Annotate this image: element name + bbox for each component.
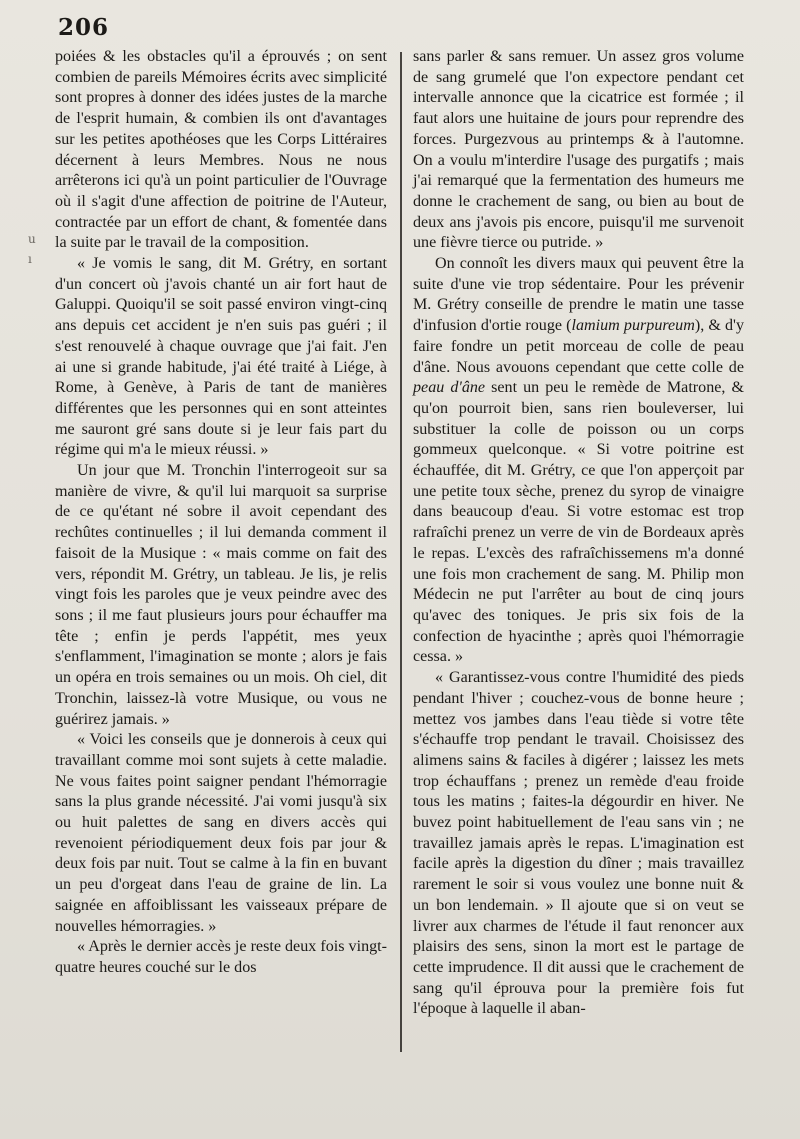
right-column — [413, 47, 744, 1020]
margin-mark: u — [28, 232, 36, 246]
paragraph: sans parler & sans remuer. Un assez gros volume de sang grumelé que l'on expectore pendant cet intervalle annonce que la cicatrice est formée ; il faut alors une huitaine de jours pour reprendre des forces. Purgezvous au printemps & à l'automne. On a voulu m'interdire l'usage des purgatifs ; mais j'ai remarqué que la fermentation des humeurs me donne le crachement de sang, ou bien au bout de deux ans j'avois pis encore, puisqu'il me survenoit une fièvre tierce ou putride. » — [413, 48, 744, 252]
paragraph: « Garantissez-vous contre l'humidité des pieds pendant l'hiver ; couchez-vous de bonne heure ; mettez vos jambes dans l'eau tiède si votre tête s'échauffe trop pendant le travail. Choisissez des alimens sains & faciles à digérer ; laissez les mets trop échauffans ; prenez un remède d'eau froide tous les matins ; faites-la dégourdir en hiver. Ne buvez point habituellement de l'eau sans vin ; ne travaillez jamais après le repas. L'imagination est facile après la digestion du dîner ; mais travaillez rarement le soir si vous voulez une bonne nuit & un bon lendemain. » Il ajoute que si on veut se livrer aux charmes de l'étude il faut renoncer aux plaisirs des sens, sinon la mort est le partage de cette imprudence. Il dit aussi que le crachement de sang qu'il éprouva pour la première fois fut l'époque à laquelle il aban- — [413, 669, 744, 1018]
margin-mark: ı — [28, 252, 32, 266]
paragraph: « Après le dernier accès je reste deux fois vingt-quatre heures couché sur le dos — [55, 938, 387, 976]
page-number: 206 — [58, 14, 110, 41]
left-column — [55, 47, 387, 979]
paragraph: Un jour que M. Tronchin l'interrogeoit sur sa manière de vivre, & qu'il lui marquoit sa surprise de ce qu'étant né sobre il avoit cependant des rechûtes continuelles ; il lui demanda comment il faisoit de la Musique : « mais comme on fait des vers, répondit M. Grétry, un tableau. Je lis, je relis vingt fois les paroles que je veux peindre avec des sons ; il me faut plusieurs jours pour échauffer ma tête ; enfin je perds l'appétit, mes yeux s'enflamment, l'imagination se monte ; alors je fais un opéra en trois semaines ou un mois. Oh ciel, dit Tronchin, laissez-là votre Musique, ou vous ne guérirez jamais. » — [55, 462, 387, 728]
paragraph: On connoît les divers maux qui peuvent être la suite d'une vie trop sédentaire. Pour les prévenir M. Grétry conseille de prendre le matin une tasse d'infusion d'ortie rouge (lamium purpureum), & d'y faire fondre un petit morceau de colle de peau d'âne. Nous avouons cependant que cette colle de peau d'âne sent un peu le remède de Matrone, & qu'on pourroit bien, sans rien bouleverser, lui substituer la colle de poisson ou un corps gommeux quelconque. « Si votre poitrine est échauffée, dit M. Grétry, ce que l'on apperçoit par une petite toux sèche, prenez du syrop de vinaigre dans beaucoup d'eau. Si votre estomac est trop rafraîchi prenez un verre de vin de Bordeaux après le repas. L'excès des rafraîchissemens m'a donné une fois mon crachement de sang. M. Philip mon Médecin ne put l'arrêter au bout de cinq jours qu'avec des toniques. Je pris six fois de la confection de hyacinthe ; après quoi l'hémorragie cessa. » — [413, 255, 744, 666]
paragraph: « Je vomis le sang, dit M. Grétry, en sortant d'un concert où j'avois chanté un air fort haut de Galuppi. Quoiqu'il se soit passé environ vingt-cinq ans depuis cet accident je n'en suis pas guéri ; il s'est renouvelé à chaque ouvrage que j'ai fait. J'en ai une si grande habitude, j'ai été traité à Liége, à Rome, à Genève, à Paris de tant de manières différentes que les personnes qui en sont atteintes me sauront gré sans doute si je leur fais part du régime qui m'a le mieux réussi. » — [55, 255, 387, 459]
paragraph: « Voici les conseils que je donnerois à ceux qui travaillant comme moi sont sujets à cette maladie. Ne vous faites point saigner pendant l'hémorragie sans la plus grande nécessité. J'ai vomi jusqu'à six ou huit palettes de sang en divers accès qui revenoient périodiquement deux fois par jour & deux fois par nuit. Tout se calme à la fin en buvant un peu d'orgeat dans l'eau de graine de lin. La saignée en affoiblissant les vaisseaux prépare de nouvelles hémorragies. » — [55, 731, 387, 935]
paragraph: poiées & les obstacles qu'il a éprouvés ; on sent combien de pareils Mémoires écrits avec simplicité sont propres à donner des idées justes de la marche de l'esprit humain, & combien ils ont d'avantages sur les petites apothéoses que les Corps Littéraires décernent à leurs Membres. Nous ne nous arrêterons ici qu'à un point particulier de l'Ouvrage où il s'agit d'une affection de poitrine de l'Auteur, contractée par un effort de chant, & fomentée dans la suite par le travail de la composition. — [55, 48, 387, 252]
column-divider — [400, 52, 402, 1052]
